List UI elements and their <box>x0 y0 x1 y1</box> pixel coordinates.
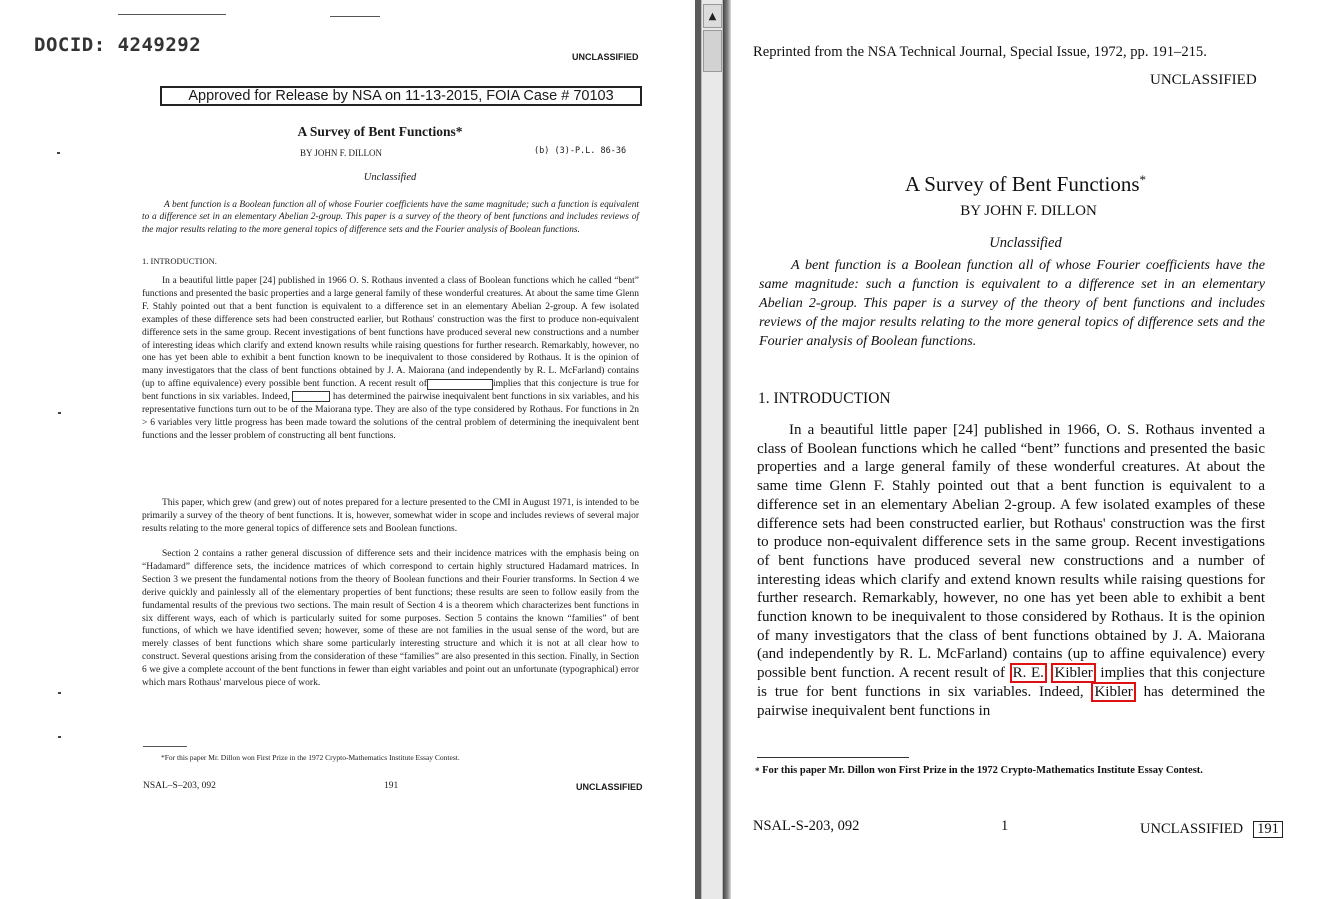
footnote-rule <box>757 757 909 758</box>
transcribed-page <box>731 0 1320 899</box>
classification-label: Unclassified <box>989 235 1062 251</box>
paper-author: BY JOHN F. DILLON <box>960 203 1097 219</box>
footer-page-number: 1 <box>1001 818 1009 834</box>
scan-rule <box>330 16 380 17</box>
footer-classification <box>1140 821 1283 838</box>
paragraph-text: implies that this conjecture is true for bent functions in six variables. Indeed, <box>757 665 1266 700</box>
abstract: A bent function is a Boolean function all of whose Fourier coefficients have the same magnitude: such a function is equivalent to a difference set in an elementary Abelian 2-group. This paper is a survey of the theory of bent functions and includes reviews of the major results relating to the more general topics of difference sets and the Fourier analysis of Boolean functions. <box>759 257 1265 350</box>
scrollbar-thumb[interactable] <box>703 30 722 72</box>
footer-classification: UNCLASSIFIED <box>576 782 643 792</box>
redaction-box <box>292 391 330 402</box>
section-heading: 1. INTRODUCTION. <box>142 256 217 266</box>
scan-rule <box>118 14 226 15</box>
scan-speck <box>58 736 61 738</box>
scan-speck <box>58 692 61 694</box>
body-paragraph-1 <box>142 275 639 443</box>
paragraph-text: implies that this conjecture is true for bent functions in six variables. Indeed, <box>142 379 640 403</box>
footnote: *For this paper Mr. Dillon won First Prize in the 1972 Crypto-Mathematics Institute Essay Contest. <box>161 753 460 762</box>
footer-page-number: 191 <box>384 781 399 791</box>
title-text: A Survey of Bent Functions <box>905 172 1140 196</box>
body-paragraph-3: Section 2 contains a rather general discussion of difference sets and their incidence matrices with the emphasis being on “Hadamard” difference sets, the incidence matrices of which correspond to certain highly structured Hadamard matrices. In Section 3 we present the fundamental notions from the theory of Boolean functions and their Fourier transforms. In Section 4 we derive quickly and painlessly all of the elementary properties of bent functions; these results are seen to follow easily from the fundamental results of the previous two sections. The main result of Section 4 is a theorem which characterizes bent functions in six different ways, each of which is particularly suited for some purposes. Section 5 contains the known “families” of bent functions, of which we have identified seven; however, some of these are not families in the usual sense of the word, but are merely classes of bent functions which share some particularly interesting structure and which it is not at all clear how to construct. Several questions arising from the consideration of these “families” are also presented in this section. Finally, in Section 6 we give a complete account of the bent functions in fewer than eight variables and point out an unfortunate (typographical) error which mars Rothaus' marvelous piece of work. <box>142 549 639 689</box>
body-paragraph-1 <box>757 421 1265 720</box>
footer-doc-number: NSAL–S–203, 092 <box>143 781 216 791</box>
release-approval-banner: Approved for Release by NSA on 11-13-2015, FOIA Case # 70103 <box>160 86 642 106</box>
paragraph-text: has determined the pairwise inequivalent bent functions in six variables, and his representative functions turn out to be of the Maiorana type. They are also of the type considered by Rothaus. For functions in 2n > 6 variables very little progress has been made toward the solutions of the central problem of determining the inequivalent bent functions and the lesser problem of constructing all bent functions. <box>142 392 639 441</box>
paper-title <box>731 172 1320 197</box>
scan-speck <box>58 412 61 414</box>
highlighted-name: Kibler <box>1051 663 1095 683</box>
docid-label: DOCID: 4249292 <box>34 34 202 56</box>
paper-author: BY JOHN F. DILLON <box>300 148 382 158</box>
footnote <box>755 764 1275 778</box>
classification-label: Unclassified <box>363 172 417 183</box>
vertical-scrollbar[interactable] <box>701 0 723 899</box>
abstract: A bent function is a Boolean function all of whose Fourier coefficients have the same magnitude; such a function is equivalent to a difference set in an elementary Abelian 2-group. This paper is a survey of the theory of bent functions and includes reviews of the major results relating to the more general topics of difference sets and the Fourier analysis of Boolean functions. <box>142 200 639 235</box>
paper-title: A Survey of Bent Functions* <box>297 124 463 139</box>
section-heading: 1. INTRODUCTION <box>758 390 891 407</box>
scroll-up-arrow-icon[interactable]: ▲ <box>703 4 722 28</box>
paragraph-text: has determined the pairwise inequivalent bent functions in <box>757 683 1266 719</box>
footnote-mark: * <box>755 766 760 776</box>
classification-marking-top: UNCLASSIFIED <box>1150 72 1257 88</box>
highlighted-name: R. E. <box>1010 663 1047 683</box>
footer-classification-text: UNCLASSIFIED <box>1140 821 1244 837</box>
scan-speck <box>57 152 60 154</box>
classification-marking-top: UNCLASSIFIED <box>572 52 639 62</box>
body-paragraph-2: This paper, which grew (and grew) out of notes prepared for a lecture presented to the CMI in August 1971, is intended to be primarily a survey of the theory of bent functions. It is, however, somewhat wider in scope and includes reviews of several major results relating to the more general topics of difference sets and Boolean functions. <box>142 498 639 534</box>
page-edge-shadow <box>723 0 731 899</box>
journal-page-box: 191 <box>1253 821 1283 838</box>
footnote-text: For this paper Mr. Dillon won First Prize in the 1972 Crypto-Mathematics Institute Essay Contest. <box>762 765 1203 776</box>
reprint-note: Reprinted from the NSA Technical Journal, Special Issue, 1972, pp. 191–215. <box>753 44 1207 60</box>
redaction-box <box>427 379 493 390</box>
footer-doc-number: NSAL-S-203, 092 <box>753 818 860 834</box>
highlighted-name: Kibler <box>1091 682 1135 702</box>
paragraph-text: In a beautiful little paper [24] published in 1966, O. S. Rothaus invented a class of Boolean functions which he called “bent” functions and presented the basic properties and a large general family of these wonderful creatures. At about the same time Glenn F. Stahly pointed out that a bent function is equivalent to a difference set in an elementary Abelian 2-group. A few isolated examples of these difference sets had been constructed earlier, but Rothaus' construction was the first to produce non-equivalent difference sets in the same group. Recent investigations of bent functions have produced several new constructions and a number of interesting ideas which clarify and extend known results while raising questions for further research. Remarkably, however, no one has yet been able to exhibit a bent function known to be inequivalent to those considered by Rothaus. It is the opinion of many investigators that the class of bent functions obtained by J. A. Maiorana (and independently by R. L. McFarland) contains (up to affine equivalence) every possible bent function. A recent result of <box>757 422 1265 682</box>
title-footnote-mark: * <box>1139 172 1146 187</box>
footnote-rule <box>143 746 187 747</box>
exemption-code: (b) (3)-P.L. 86-36 <box>534 146 627 156</box>
paragraph-text: In a beautiful little paper [24] published in 1966 O. S. Rothaus invented a class of Boolean functions which he called “bent” functions and presented the basic properties and a large general family of these wonderful creatures. At about the same time Glenn F. Stahly pointed out that a bent function is equivalent to a difference set in an elementary Abelian 2-group. A few isolated examples of these difference sets had been constructed earlier, but Rothaus' construction was the first to produce non-equivalent difference sets in the same group. Recent investigations of bent functions have produced several new constructions and a number of interesting ideas which clarify and extend known results while raising questions for further research. Remarkably, however, no one has yet been able to exhibit a bent function known to be inequivalent to those considered by Rothaus. It is the opinion of many investigators that the class of bent functions obtained by J. A. Maiorana (and independently by R. L. McFarland) contains (up to affine equivalence) every possible bent function. A recent result of <box>142 276 639 390</box>
